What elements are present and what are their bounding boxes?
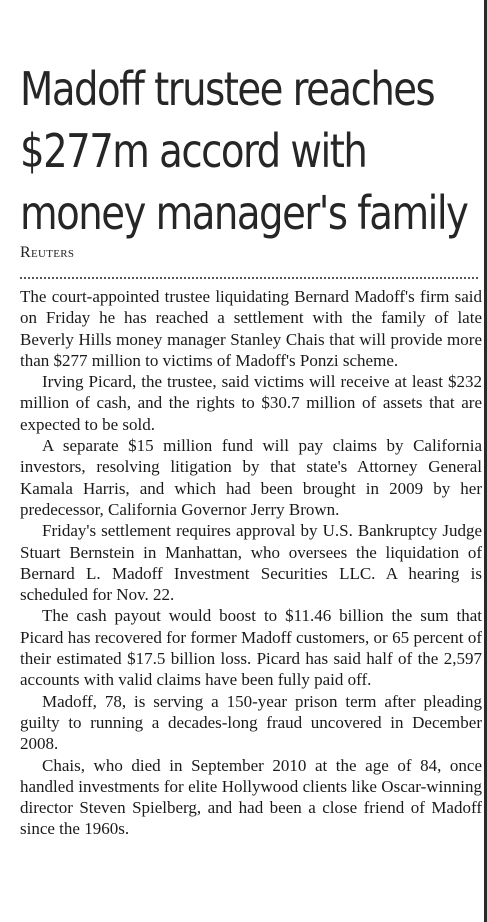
article-body <box>20 286 482 840</box>
headline-line-3: money manager's family <box>20 186 468 240</box>
article <box>20 58 482 839</box>
paragraph-5: The cash payout would boost to $11.46 billion the sum that Picard has recovered for former Madoff customers, or 65 percent of their estimated $17.5 billion loss. Picard has said half of the 2,597 accounts with valid claims have been fully paid off. <box>20 606 482 690</box>
paragraph-1: The court-appointed trustee liquidating Bernard Madoff's firm said on Friday he has reached a settlement with the family of late Beverly Hills money manager Stanley Chais that will provide more than $277 million to victims of Madoff's Ponzi scheme. <box>20 287 482 370</box>
headline-line-1: Madoff trustee reaches <box>20 62 435 116</box>
paragraph-6: Madoff, 78, is serving a 150-year prison term after pleading guilty to running a decades-long fraud uncovered in December 2008. <box>20 691 482 754</box>
headline-line-2: $277m accord with <box>20 124 367 178</box>
article-headline <box>20 58 482 244</box>
paragraph-4: Friday's settlement requires approval by U.S. Bankruptcy Judge Stuart Bernstein in Manhattan, who oversees the liquidation of Bernard L. Madoff Investment Securities LLC. A hearing is scheduled for Nov. 22. <box>20 521 482 605</box>
byline: Reuters <box>20 244 75 261</box>
dotted-divider <box>20 277 478 279</box>
paragraph-3: A separate $15 million fund will pay claims by California investors, resolving litigation by that state's Attorney General Kamala Harris, and which had been brought in 2009 by her predecessor, California Governor Jerry Brown. <box>20 436 482 519</box>
paragraph-7: Chais, who died in September 2010 at the age of 84, once handled investments for elite Hollywood clients like Oscar-winning director Steven Spielberg, and had been a close friend of Madoff since the 1960s. <box>20 755 482 839</box>
paragraph-2: Irving Picard, the trustee, said victims will receive at least $232 million of cash, and the rights to $30.7 million of assets that are expected to be sold. <box>20 372 482 434</box>
